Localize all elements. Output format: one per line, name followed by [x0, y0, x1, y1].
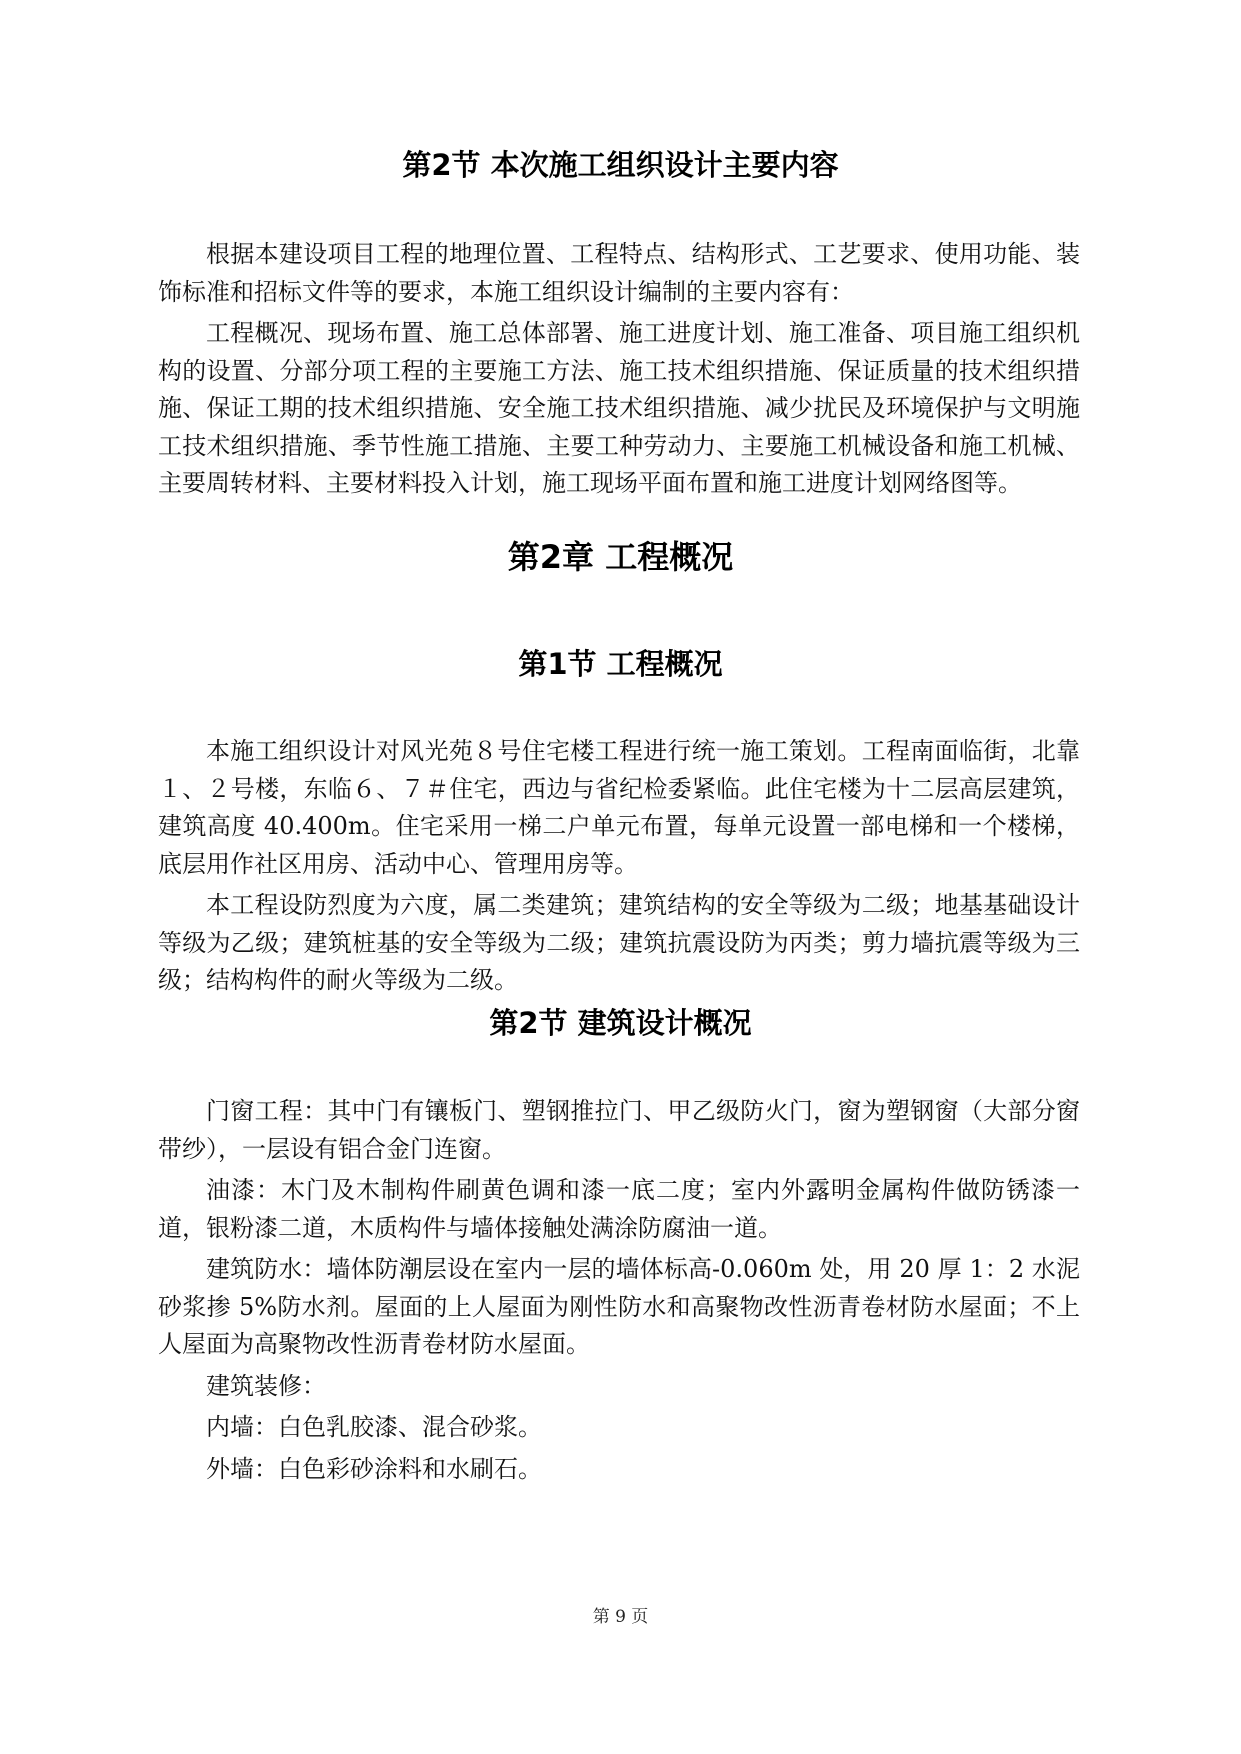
paragraph: 外墙：白色彩砂涂料和水刷石。 — [206, 1454, 542, 1483]
paragraph: 门窗工程：其中门有镶板门、塑钢推拉门、甲乙级防火门，窗为塑钢窗（大部分窗带纱），一层设有铝合金门连窗。 — [158, 1097, 1080, 1163]
main-content-text — [158, 236, 1080, 503]
section-heading-main-content: 第2节 本次施工组织设计主要内容 — [402, 148, 839, 182]
chapter-heading-overview: 第2章 工程概况 — [507, 538, 734, 576]
paragraph: 建筑装修： — [206, 1371, 326, 1400]
section-heading-architecture: 第2节 建筑设计概况 — [489, 1006, 752, 1040]
paragraph: 油漆：木门及木制构件刷黄色调和漆一底二度；室内外露明金属构件做防锈漆一道，银粉漆二道，木质构件与墙体接触处满涂防腐油一道。 — [158, 1176, 1080, 1242]
paragraph: 本工程设防烈度为六度，属二类建筑；建筑结构的安全等级为二级；地基基础设计等级为乙级；建筑桩基的安全等级为二级；建筑抗震设防为丙类；剪力墙抗震等级为三级；结构构件的耐火等级为二级。 — [158, 891, 1080, 994]
overview-text — [158, 733, 1080, 1000]
paragraph: 根据本建设项目工程的地理位置、工程特点、结构形式、工艺要求、使用功能、装饰标准和招标文件等的要求，本施工组织设计编制的主要内容有： — [158, 240, 1080, 306]
paragraph: 本施工组织设计对风光苑８号住宅楼工程进行统一施工策划。工程南面临街，北靠１、２号楼，东临６、７＃住宅，西边与省纪检委紧临。此住宅楼为十二层高层建筑，建筑高度 40.400m。住宅采用一梯二户单元布置，每单元设置一部电梯和一个楼梯，底层用作社区用房、活动中心、管理用房等。 — [158, 737, 1080, 878]
architecture-text — [158, 1093, 1080, 1488]
page-number: 第 9 页 — [592, 1607, 649, 1627]
paragraph: 内墙：白色乳胶漆、混合砂浆。 — [206, 1413, 542, 1441]
section-heading-overview: 第1节 工程概况 — [518, 647, 723, 681]
paragraph: 工程概况、现场布置、施工总体部署、施工进度计划、施工准备、项目施工组织机构的设置、分部分项工程的主要施工方法、施工技术组织措施、保证质量的技术组织措施、保证工期的技术组织措施、安全施工技术组织措施、减少扰民及环境保护与文明施工技术组织措施、季节性施工措施、主要工种劳动力、主要施工机械设备和施工机械、主要周转材料、主要材料投入计划，施工现场平面布置和施工进度计划网络图等。 — [158, 319, 1080, 497]
paragraph: 建筑防水：墙体防潮层设在室内一层的墙体标高-0.060m 处，用 20 厚 1：2 水泥砂浆掺 5%防水剂。屋面的上人屋面为刚性防水和高聚物改性沥青卷材防水屋面；不上人屋面为高聚物改性沥青卷材防水屋面。 — [158, 1255, 1080, 1358]
